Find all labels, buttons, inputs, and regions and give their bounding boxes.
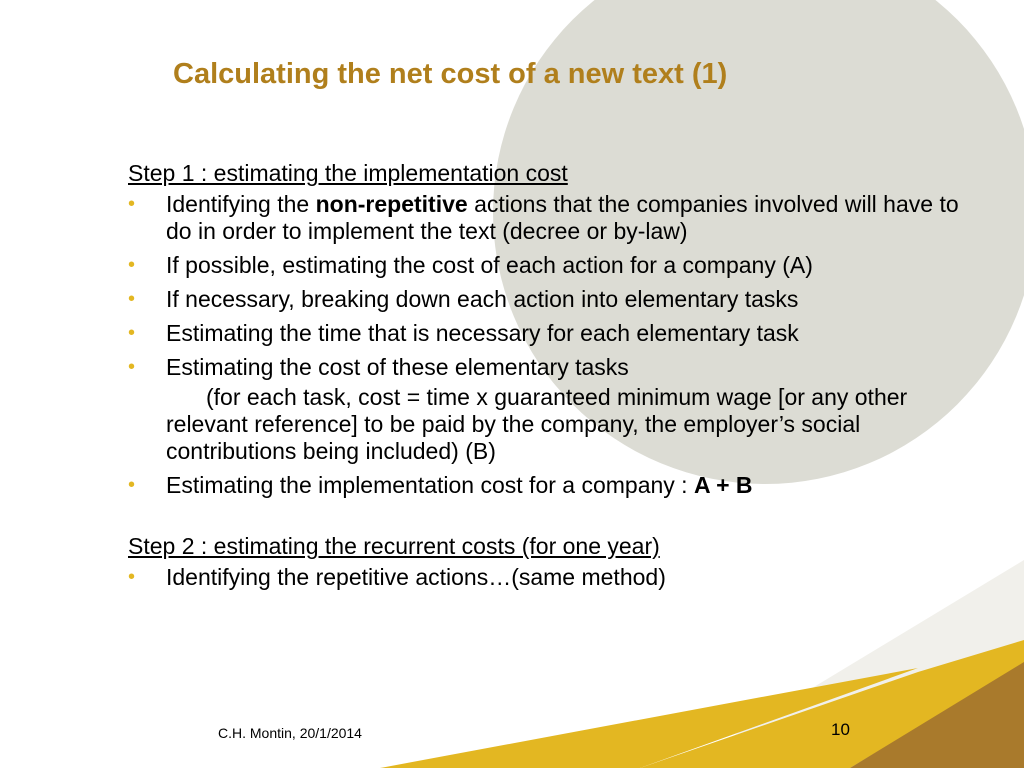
slide-title: Calculating the net cost of a new text (1) [173, 58, 728, 90]
step2-heading: Step 2 : estimating the recurrent costs (for one year) [128, 533, 660, 559]
footer-author-date: C.H. Montin, 20/1/2014 [218, 725, 362, 741]
cost-note: (for each task, cost = time x guaranteed minimum wage [or any other relevant reference] to be paid by the company, the employer’s social contributions being included) (B) [166, 384, 908, 464]
list-item: • If possible, estimating the cost of each action for a company (A) [128, 252, 813, 278]
list-item: • Identifying the non-repetitive actions that the companies involved will have to do in order to implement the text (decree or by-law) [128, 191, 959, 244]
bullet-icon: • [128, 566, 136, 588]
bullet-icon: • [128, 474, 136, 496]
list-item: • Estimating the implementation cost for a company : A + B [128, 472, 753, 498]
bullet-icon: • [128, 288, 136, 310]
bullet-icon: • [128, 322, 136, 344]
list-item: • Estimating the cost of these elementary tasks [128, 354, 629, 380]
list-item: • Estimating the time that is necessary for each elementary task [128, 320, 799, 346]
list-item: • If necessary, breaking down each action into elementary tasks [128, 286, 799, 312]
slide-body [128, 160, 988, 598]
bullet-icon: • [128, 356, 136, 378]
bullet-icon: • [128, 254, 136, 276]
list-item: • Identifying the repetitive actions…(same method) [128, 564, 666, 590]
step1-list [128, 191, 988, 381]
bullet-icon: • [128, 193, 136, 215]
page-number: 10 [831, 720, 850, 739]
step2-list [128, 564, 988, 591]
step1-list-end [128, 472, 988, 499]
step1-heading: Step 1 : estimating the implementation cost [128, 160, 568, 186]
emphasis: non-repetitive [315, 191, 468, 217]
emphasis: A + B [693, 472, 753, 498]
